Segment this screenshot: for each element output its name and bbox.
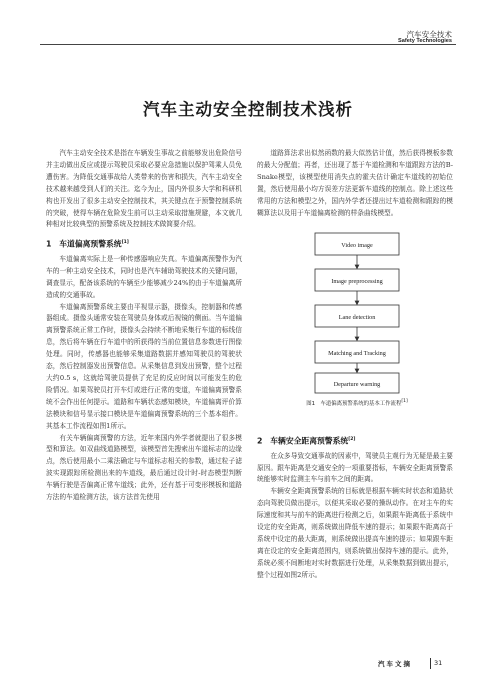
flow-step-image-preprocessing <box>315 269 399 291</box>
intro-paragraph: 汽车主动安全技术是指在车辆发生事故之前能够发出危险信号并主动做出反应或提示驾驶员采取必要应急措施以保护驾乘人员免遭伤害。为降低交通事故给人类带来的伤害和损失，汽车主动安全技术越来越受到人们的关注。迄今为止，国内外很多大学和科研机构也开发出了很多主动安全控制技术，其关键点在于预警控制系统的突破，使得车辆在危险发生前可以主动采取措施规避，本文就几种相对比较典型的预警系统及控制技术做简要介绍。 <box>46 149 242 229</box>
svg-text:Departure warning: Departure warning <box>333 381 381 388</box>
flow-step-departure-warning <box>315 373 399 393</box>
header-rule <box>40 44 456 45</box>
right-column-top <box>257 148 453 219</box>
footer-journal-name: 汽车文摘 <box>378 660 412 668</box>
svg-text:Lane detection: Lane detection <box>338 314 376 321</box>
section-1-paragraph-2: 车道偏离预警系统主要由平视显示器，摄像头，控制器和传感器组成。摄像头通常安装在驾驶员身体或后视镜的侧面。当车道偏离预警系统正常工作时，摄像头会持续不断地采集行车道的标线信息，然后将车辆在行车道中的所获得的当前位置信息参数进行图像处理。同时，传感器也能够采集道路数据并感知驾驶员的驾驶状态，然后控制器发出预警信息。从采集信息到发出预警，整个过程大约0.5 s，这就给驾驶员提供了充足的反应时间以可能发生的危险情况。如果驾驶员打开车灯或进行正常的变道，车道偏离预警系统不会作出任何提示。道路和车辆状态感知模块，车道偏离评价算法模块和信号显示接口模块是车道偏离预警系统的三个基本组件。其基本工作流程如图1所示。 <box>46 302 242 430</box>
article-title: 汽车主动安全控制技术浅析 <box>143 100 353 119</box>
lane-departure-flowchart <box>257 231 457 396</box>
right-continued-paragraph: 道路算法求出似然函数的最大似然估计值，然后获得模板参数的最大分配值；再者，还出现了基于车道检测和车道跟踪方法的B-Snake模型，该模型使用消失点的霍夫估计确定车道线的初始位置，然后使用最小均方误差方法更新车道线的控制点。除上述这些常用的方法和模型之外，国内外学者还提出过车道检测和跟踪的模糊算法以及用于车道偏离检测的样条曲线模型。 <box>257 149 453 217</box>
right-column-bottom <box>257 434 453 582</box>
flow-step-matching-tracking <box>315 341 399 363</box>
flow-step-video-image <box>315 233 399 255</box>
section-2-paragraph-1: 在众多导致交通事故的因素中，驾驶员主观行为无疑是最主要原因。跟车距离是交通安全的一项重要指标，车辆安全距离预警系统能够实时监测主车与前车之间的距离。 <box>257 451 453 484</box>
svg-text:Image preprocessing: Image preprocessing <box>331 278 383 285</box>
footer-divider <box>430 658 431 669</box>
section-2-paragraph-2: 车辆安全距离预警系统的目标就是根据车辆实时状态和道路状态向驾驶员做出提示，以便其采取必要的操纵动作。在对主车的实际速度和其与前车的距离进行检测之后，如果跟车距离低于系统中设定的安全距离，则系统做出降低车速的提示；如果跟车距离高于系统中设定的最大距离，则系统做出提高车速的提示；如果跟车距离在设定的安全距离范围内，则系统做出保持车速的提示。此外，系统必须不间断地对实时数据进行处理，从采集数据到做出提示，整个过程如图2所示。 <box>257 487 453 579</box>
svg-text:Video image: Video image <box>341 242 373 249</box>
page-number: 31 <box>434 659 443 667</box>
section-1-heading: 1 车道偏离预警系统[1] <box>46 239 129 249</box>
flow-step-lane-detection <box>315 305 399 327</box>
svg-text:Matching and Tracking: Matching and Tracking <box>328 350 386 357</box>
section-2-heading: 2 车辆安全距离预警系统[2] <box>257 436 356 446</box>
section-1-paragraph-3: 有关车辆偏离预警的方法，近年来国内外学者就提出了很多模型和算法。如双曲线道路模型，该模型首先搜索出车道标志的边缘点，然后使用最小二乘法确定与车道标志相关的参数，通过粒子滤波实现跟踪所检测出来的车道线，最后通过设计时-时态模型判断车辆行驶是否偏离正常车道线；此外，还有基于可变形模板和道路方法的车道检测方法，该方法首先使用 <box>46 433 242 502</box>
left-column <box>46 148 242 504</box>
section-1-paragraph-1: 车道偏离实际上是一种传感器响应失真。车道偏离预警作为汽车的一种主动安全技术，同时也是汽车辅助驾驶技术的关键问题，调查显示，配备该系统的车辆至少能够减少24%的由于车道偏离所造成的交通事故。 <box>46 254 242 299</box>
header-section-en: Safety Technologies <box>398 38 452 44</box>
header-section-cn: 汽车安全技术 <box>406 30 452 39</box>
figure-1-caption: 图1 车道偏离预警系统的基本工作流程[1] <box>306 399 408 407</box>
